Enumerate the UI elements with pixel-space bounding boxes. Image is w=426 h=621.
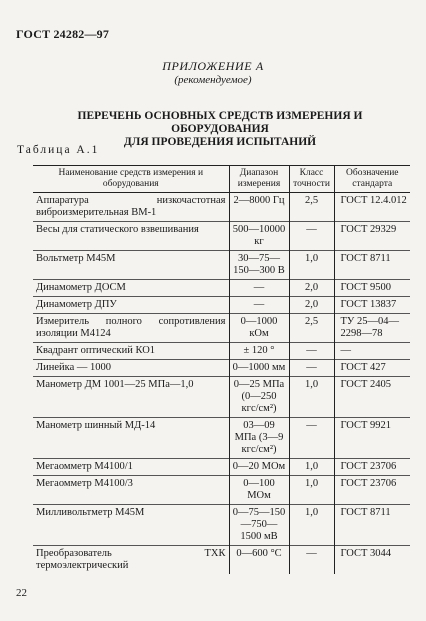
standard-designation-cell: ГОСТ 23706 (334, 459, 410, 476)
table-caption: Таблица А.1 (17, 144, 100, 156)
table-body (33, 193, 410, 575)
instrument-name-cell: Манометр ДМ 1001—25 МПа—1,0 (33, 377, 229, 418)
measurement-range-cell: 2—8000 Гц (229, 193, 289, 222)
table-row (33, 377, 410, 418)
measurement-range-cell: — (229, 280, 289, 297)
column-header-name: Наименование средств измерения и оборудования (33, 166, 229, 193)
instrument-name-cell: Преобразователь ТХК термоэлектрический (33, 546, 229, 575)
measurement-range-cell: 0—75—150—750—1500 мВ (229, 505, 289, 546)
accuracy-class-cell: 1,0 (289, 251, 334, 280)
table-row (33, 459, 410, 476)
measurement-range-cell: 30—75—150—300 В (229, 251, 289, 280)
measurement-range-cell: — (229, 297, 289, 314)
accuracy-class-cell: 2,5 (289, 314, 334, 343)
table-row (33, 343, 410, 360)
accuracy-class-cell: 2,0 (289, 280, 334, 297)
measurement-range-cell: 0—20 МОм (229, 459, 289, 476)
measurement-range-cell: 0—1000 кОм (229, 314, 289, 343)
table-row (33, 476, 410, 505)
column-header-range: Диапазон измерения (229, 166, 289, 193)
appendix-subtitle: (рекомендуемое) (174, 74, 252, 86)
measurement-range-cell: 0—1000 мм (229, 360, 289, 377)
instrument-name-cell: Манометр шинный МД-14 (33, 418, 229, 459)
accuracy-class-cell: — (289, 418, 334, 459)
accuracy-class-cell: — (289, 360, 334, 377)
standard-designation-cell: ГОСТ 8711 (334, 505, 410, 546)
accuracy-class-cell: 1,0 (289, 377, 334, 418)
appendix-title: ПРИЛОЖЕНИЕ А (162, 59, 264, 73)
instrument-name-cell: Линейка — 1000 (33, 360, 229, 377)
accuracy-class-cell: 1,0 (289, 459, 334, 476)
standard-designation-cell: ГОСТ 9921 (334, 418, 410, 459)
instrument-name-cell: Мегаомметр М4100/1 (33, 459, 229, 476)
accuracy-class-cell: — (289, 222, 334, 251)
table-row (33, 222, 410, 251)
measurement-range-cell: 0—100 МОм (229, 476, 289, 505)
standard-designation-cell: ГОСТ 2405 (334, 377, 410, 418)
measurement-range-cell: 0—25 МПа (0—250 кгс/см²) (229, 377, 289, 418)
column-header-standard: Обозначение стандарта (334, 166, 410, 193)
standard-designation-cell: ГОСТ 8711 (334, 251, 410, 280)
instrument-name-cell: Динамометр ДОСМ (33, 280, 229, 297)
standard-designation-cell: ТУ 25—04—2298—78 (334, 314, 410, 343)
measurement-range-cell: ± 120 ° (229, 343, 289, 360)
table-header-row (33, 166, 410, 193)
table-row (33, 280, 410, 297)
accuracy-class-cell: 1,0 (289, 476, 334, 505)
accuracy-class-cell: — (289, 343, 334, 360)
instrument-name-cell: Мегаомметр М4100/3 (33, 476, 229, 505)
section-heading-line-1: ПЕРЕЧЕНЬ ОСНОВНЫХ СРЕДСТВ ИЗМЕРЕНИЯ И ОБОРУДОВАНИЯ (77, 110, 363, 135)
standard-designation-cell: — (334, 343, 410, 360)
standard-designation-cell: ГОСТ 29329 (334, 222, 410, 251)
section-heading-line-2: ДЛЯ ПРОВЕДЕНИЯ ИСПЫТАНИЙ (123, 136, 317, 148)
standard-designation-cell: ГОСТ 12.4.012 (340, 195, 407, 206)
instrument-name-cell: Милливольтметр М45М (33, 505, 229, 546)
measurement-range-cell: 03—09 МПа (3—9 кгс/см²) (229, 418, 289, 459)
instruments-table (33, 165, 410, 574)
instrument-name-cell: Квадрант оптический КО1 (33, 343, 229, 360)
table-row (33, 546, 410, 575)
standard-designation-cell: ГОСТ 23706 (334, 476, 410, 505)
standard-designation-cell: ГОСТ 427 (334, 360, 410, 377)
table-row (33, 360, 410, 377)
accuracy-class-cell: 1,0 (289, 505, 334, 546)
standard-designation-cell: ГОСТ 13837 (334, 297, 410, 314)
instrument-name-cell: Измеритель полного сопротивления изоляции М4124 (33, 314, 229, 343)
column-header-class: Класс точности (289, 166, 334, 193)
document-standard-number: ГОСТ 24282—97 (16, 27, 110, 41)
standard-designation-cell: ГОСТ 9500 (334, 280, 410, 297)
measurement-range-cell: 500—10000 кг (229, 222, 289, 251)
page-number: 22 (16, 587, 27, 599)
accuracy-class-cell: — (289, 546, 334, 575)
instrument-name-cell: Аппаратура низкочастотная виброизмерительная ВМ-1 (36, 195, 226, 218)
standard-designation-cell: ГОСТ 3044 (334, 546, 410, 575)
table-row (33, 505, 410, 546)
instrument-name-cell: Динамометр ДПУ (33, 297, 229, 314)
accuracy-class-cell: 2,0 (289, 297, 334, 314)
instrument-name-cell: Вольтметр М45М (33, 251, 229, 280)
instrument-name-cell: Весы для статического взвешивания (33, 222, 229, 251)
accuracy-class-cell: 2,5 (289, 193, 334, 222)
table-row (33, 251, 410, 280)
table-row (33, 297, 410, 314)
table-row (33, 314, 410, 343)
measurement-range-cell: 0—600 °С (229, 546, 289, 575)
table-row (33, 418, 410, 459)
table-row (33, 193, 410, 222)
